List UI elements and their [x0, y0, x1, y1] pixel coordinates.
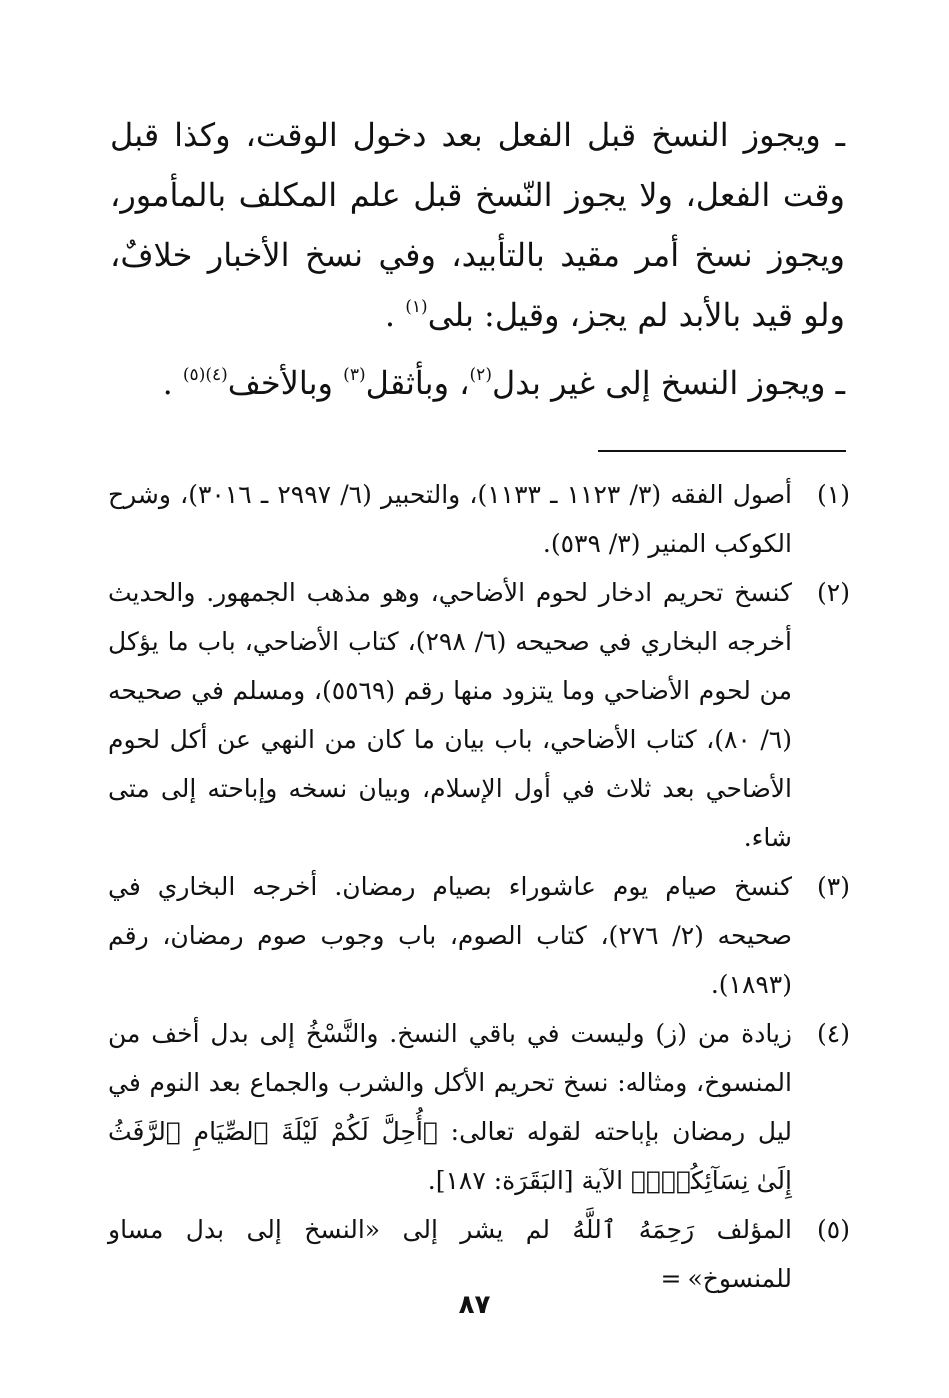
continuation-mark: =: [660, 1264, 682, 1293]
page-number: ٨٧: [458, 1290, 491, 1320]
footnote-text: [108, 1205, 792, 1303]
paragraph-1: [110, 105, 845, 345]
footnote-number: (٤): [817, 1019, 850, 1048]
footnotes: [108, 470, 850, 1303]
footnote-3: [108, 862, 850, 1009]
paragraph-2-text-c: وبالأخف: [227, 364, 344, 402]
footnote-text: كنسخ تحريم ادخار لحوم الأضاحي، وهو مذهب الجمهور. والحديث أخرجه البخاري في صحيحه (٦/ ٢٩٨)، كتاب الأضاحي، باب ما يؤكل من لحوم الأضاحي وما يتزود منها رقم (٥٥٦٩)، ومسلم في صحيحه (٦/ ٨٠)، كتاب الأضاحي، باب بيان ما كان من النهي عن أكل لحوم الأضاحي بعد ثلاث في أول الإسلام، وبيان نسخه وإباحته إلى متى شاء.: [108, 578, 792, 852]
footnote-ref-1[interactable]: (١): [405, 297, 428, 317]
footnote-ref-2[interactable]: (٢): [469, 365, 492, 385]
footnote-1: [108, 470, 850, 568]
footnote-number: (٥): [817, 1215, 850, 1244]
footnote-4: [108, 1009, 850, 1205]
footnote-number: (٣): [817, 872, 850, 901]
paragraph-2-text-b: ، وبأثقل: [365, 364, 470, 402]
main-text: [110, 105, 845, 413]
footnote-number: (١): [817, 480, 850, 509]
paragraph-1-end: .: [384, 296, 406, 334]
footnote-2: [108, 568, 850, 862]
footnote-ref-4-5[interactable]: (٤)(٥): [182, 365, 228, 385]
footnote-separator: [598, 450, 846, 452]
paragraph-2-text-a: ـ ويجوز النسخ إلى غير بدل: [491, 364, 845, 402]
paragraph-2: [110, 353, 845, 413]
footnote-5: [108, 1205, 850, 1303]
footnote-text: أصول الفقه (٣/ ١١٢٣ ـ ١١٣٣)، والتحبير (٦/ ٢٩٩٧ ـ ٣٠١٦)، وشرح الكوكب المنير (٣/ ٥٣٩).: [108, 480, 793, 558]
paragraph-2-end: .: [162, 364, 183, 402]
footnote-5-text: المؤلف رَحِمَهُ ٱللَّهُ لم يشر إلى «النسخ إلى بدل مساو للمنسوخ»: [108, 1215, 792, 1293]
footnote-text: كنسخ صيام يوم عاشوراء بصيام رمضان. أخرجه البخاري في صحيحه (٢/ ٢٧٦)، كتاب الصوم، باب وجوب صوم رمضان، رقم (١٨٩٣).: [108, 872, 793, 999]
paragraph-1-text: ـ ويجوز النسخ قبل الفعل بعد دخول الوقت، وكذا قبل وقت الفعل، ولا يجوز النّسخ قبل علم المكلف بالمأمور، ويجوز نسخ أمر مقيد بالتأبيد، وفي نسخ الأخبار خلافٌ، ولو قيد بالأبد لم يجز، وقيل: بلى: [110, 116, 845, 334]
footnote-number: (٢): [817, 578, 850, 607]
footnote-text: زيادة من (ز) وليست في باقي النسخ. والنَّسْخُ إلى بدل أخف من المنسوخ، ومثاله: نسخ تحريم الأكل والشرب والجماع بعد النوم في ليل رمضان بإباحته لقوله تعالى: ﴿أُحِلَّ لَكُمْ لَيْلَةَ ٱلصِّيَامِ ٱلرَّفَثُ إِلَىٰ نِسَآئِكُمْۚ﴾ الآية [البَقَرَة: ١٨٧].: [108, 1019, 792, 1195]
footnote-ref-3[interactable]: (٣): [343, 365, 366, 385]
